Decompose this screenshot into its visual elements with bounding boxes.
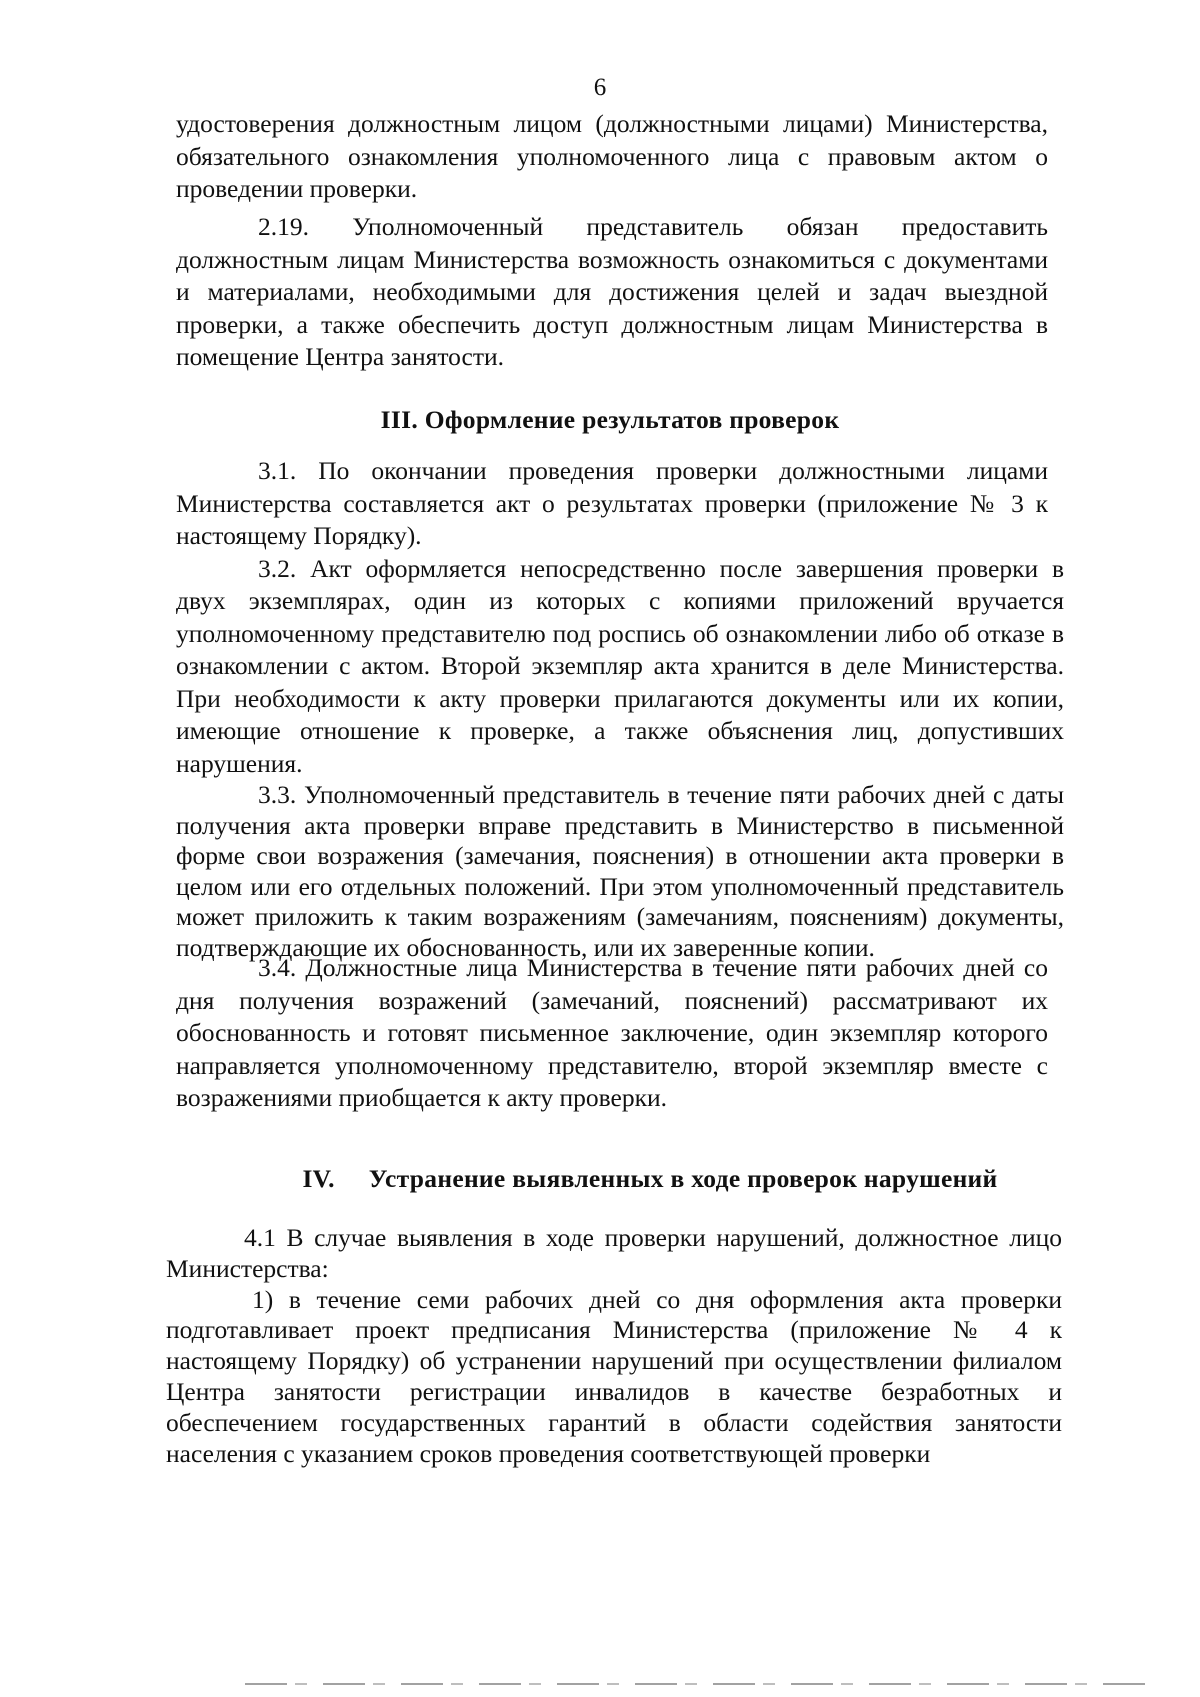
- paragraph-2-19-block: [176, 211, 1048, 374]
- section-3-heading: III. Оформление результатов проверок: [380, 405, 840, 434]
- paragraph-3-4: 3.4. Должностные лица Министерства в течение пяти рабочих дней со дня получения возражений (замечаний, пояснений) рассматривают их обоснованность и готовят письменное заключение, один экземпляр которого направляется уполномоченному представителю, второй экземпляр вместе с возражениями приобщается к акту проверки.: [176, 953, 1048, 1112]
- section-4-heading-number: IV.: [302, 1164, 335, 1193]
- paragraph-3-4-block: [176, 952, 1048, 1115]
- intro-paragraph-block: [176, 108, 1048, 206]
- paragraph-4-1: 4.1 В случае выявления в ходе проверки нарушений, должностное лицо Министерства:: [166, 1223, 1062, 1283]
- section-3-body: [176, 455, 1064, 963]
- page-number: 6: [593, 74, 607, 101]
- paragraph-3-1: 3.1. По окончании проведения проверки должностными лицами Министерства составляется акт о результатах проверки (приложение № 3 к настоящему Порядку).: [176, 456, 1048, 550]
- section-4-heading-text: Устранение выявленных в ходе проверок нарушений: [368, 1164, 998, 1193]
- section-4-heading: [50, 1163, 1200, 1195]
- intro-paragraph: удостоверения должностным лицом (должностными лицами) Министерства, обязательного ознакомления уполномоченного лица с правовым актом о проведении проверки.: [176, 109, 1048, 203]
- section-4-body: [166, 1223, 1062, 1469]
- paragraph-3-3: 3.3. Уполномоченный представитель в течение пяти рабочих дней с даты получения акта проверки вправе представить в Министерство в письменной форме свои возражения (замечания, пояснения) в отношении акта проверки в целом или его отдельных положений. При этом уполномоченный представитель может приложить к таким возражениям (замечаниям, пояснениям) документы, подтверждающие их обоснованность, или их заверенные копии.: [176, 780, 1064, 962]
- paragraph-2-19: 2.19. Уполномоченный представитель обязан предоставить должностным лицам Министерства возможность ознакомиться с документами и материалами, необходимыми для достижения целей и задач выездной проверки, а также обеспечить доступ должностным лицам Министерства в помещение Центра занятости.: [176, 212, 1048, 371]
- scan-artifact-line: [245, 1683, 1145, 1685]
- paragraph-4-1-item-1: 1) в течение семи рабочих дней со дня оформления акта проверки подготавливает проект предписания Министерства (приложение № 4 к настоящему Порядку) об устранении нарушений при осуществлении филиалом Центра занятости регистрации инвалидов в качестве безработных и обеспечением государственных гарантий в области содействия занятости населения с указанием сроков проведения соответствующей проверки: [166, 1284, 1062, 1468]
- paragraph-3-2: 3.2. Акт оформляется непосредственно после завершения проверки в двух экземплярах, один из которых с копиями приложений вручается уполномоченному представителю под роспись об ознакомлении либо об отказе в ознакомлении с актом. Второй экземпляр акта хранится в деле Министерства. При необходимости к акту проверки прилагаются документы или их копии, имеющие отношение к проверке, а также объяснения лиц, допустивших нарушения.: [176, 553, 1064, 778]
